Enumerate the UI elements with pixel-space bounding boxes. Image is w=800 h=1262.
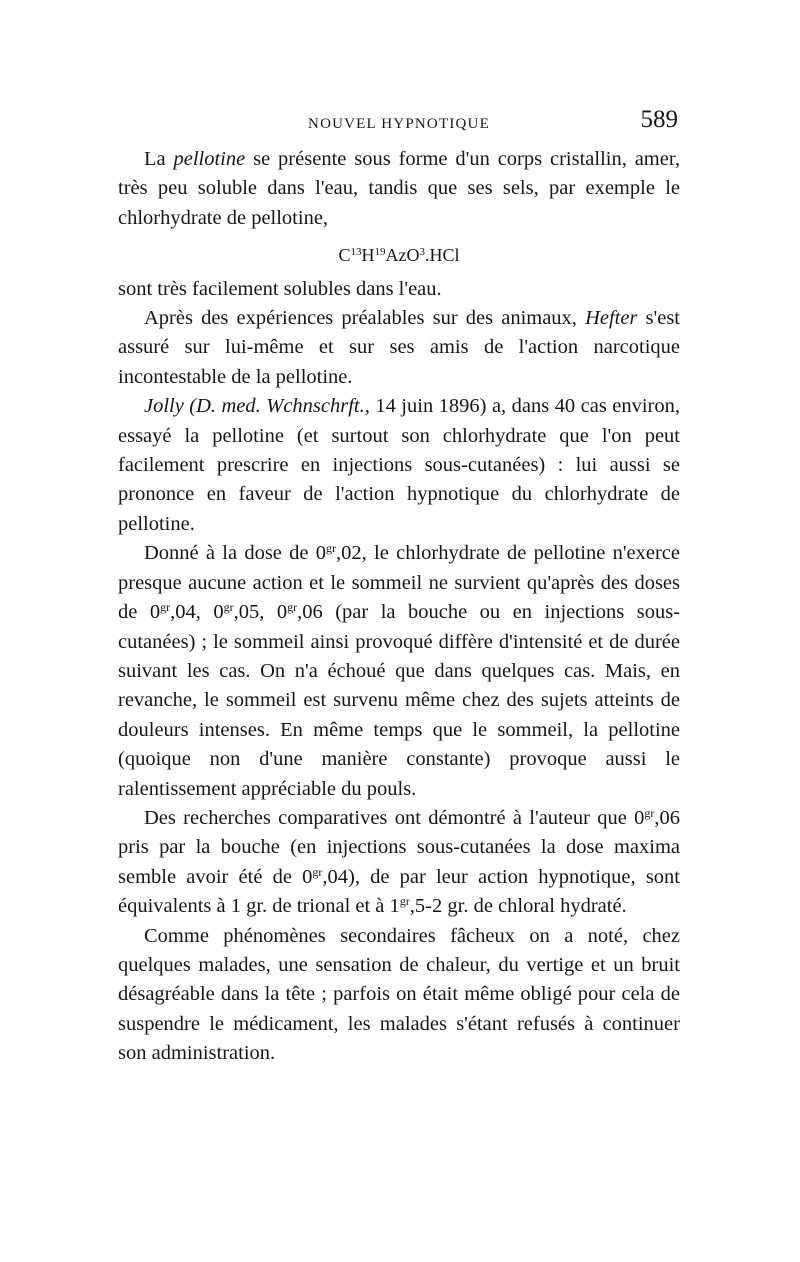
running-head	[118, 104, 680, 138]
paragraph-1-text: se présente sous forme d'un corps cristallin, amer, très peu soluble dans l'eau, tandis que ses sels, par exemple le chlorhydrate de pellotine,	[118, 148, 680, 229]
paragraph-5	[118, 539, 680, 804]
paragraph-7: Comme phénomènes secondaires fâcheux on a noté, chez quelques malades, une sensation de chaleur, du vertige et un bruit désagréable dans la tête ; parfois on était même obligé pour cela de suspendre le médicament, les malades s'étant refusés à continuer son administration.	[118, 924, 680, 1065]
paragraph-1-start: La	[144, 148, 166, 170]
paragraph-3-text: s'est assuré sur lui-même et sur ses amis de l'action narcotique incontestable de la pellotine.	[118, 307, 681, 388]
paragraph-4-text: 14 juin 1896) a, dans 40 cas environ, essayé la pellotine (et surtout son chlorhydrate que l'on peut facilement prescrire en injections sous-cutanées) : lui aussi se prononce en faveur de l'action hypnotique du chlorhydrate de pellotine.	[118, 395, 680, 535]
gram-abbrev: gr	[223, 600, 234, 615]
p6-seg-d3: ,5-2 gr. de chloral hydraté.	[409, 895, 627, 918]
gram-abbrev: gr	[160, 600, 171, 615]
p5-seg-d2: ,04, 0	[170, 601, 224, 624]
citation-jolly: Jolly (D. med. Wchnschrft.,	[144, 395, 370, 418]
term-pellotine: pellotine	[173, 148, 246, 170]
paragraph-2: sont très facilement solubles dans l'eau.	[118, 277, 442, 300]
formula-hcl: .HCl	[425, 245, 460, 266]
formula-c-sup: 13	[350, 246, 362, 259]
formula-azo: AzO	[385, 245, 420, 266]
paragraph-4	[118, 392, 680, 539]
p5-seg-d4: ,06 (par la bouche ou en injections sous-cutanées) ; le sommeil ainsi provoqué diffère d'intensité et de durée suivant les cas. On n'a échoué que dans quelques cas. Mais, en revanche, le sommeil est survenu même chez des sujets atteints de douleurs intenses. En même temps que le sommeil, la pellotine (quoique non d'une manière constante) provoque aussi le ralentissement appréciable du pouls.	[118, 601, 680, 800]
gram-abbrev: gr	[644, 805, 655, 820]
p5-seg-d1: ,02, le chlorhydrate de pellotine n'exerce presque aucune action et le sommeil ne survient qu'après des doses de 0	[118, 542, 680, 624]
chemical-formula	[118, 241, 680, 270]
p6-seg-d2: ,04), de par leur action hypnotique, sont équivalents à 1 gr. de trional et à 1	[118, 865, 680, 918]
paragraph-3-start: Après des expériences préalables sur des animaux,	[144, 307, 577, 330]
gram-abbrev: gr	[326, 541, 337, 556]
gram-abbrev: gr	[312, 864, 323, 879]
formula-azo-sup: 3	[419, 246, 425, 259]
formula-h: H	[361, 245, 375, 266]
p6-seg-d1: ,06 pris par la bouche (en injections sous-cutanées la dose maxima semble avoir été de 0	[118, 806, 680, 888]
page-number: 589	[640, 106, 678, 133]
paragraph-3	[118, 304, 680, 392]
body-text	[118, 145, 680, 1069]
running-title: NOUVEL HYPNOTIQUE	[308, 116, 490, 132]
formula-h-sup: 19	[374, 246, 386, 259]
gram-abbrev: gr	[399, 894, 410, 909]
author-hefter: Hefter	[585, 307, 638, 330]
paragraph-6	[118, 804, 680, 922]
paragraph-1	[118, 145, 680, 233]
p5-seg-a: Donné à la dose de 0	[144, 542, 327, 565]
gram-abbrev: gr	[287, 600, 298, 615]
formula-c: C	[338, 245, 351, 266]
p6-seg-a: Des recherches comparatives ont démontré à l'auteur que 0	[144, 806, 645, 829]
p5-seg-d3: ,05, 0	[233, 601, 288, 624]
